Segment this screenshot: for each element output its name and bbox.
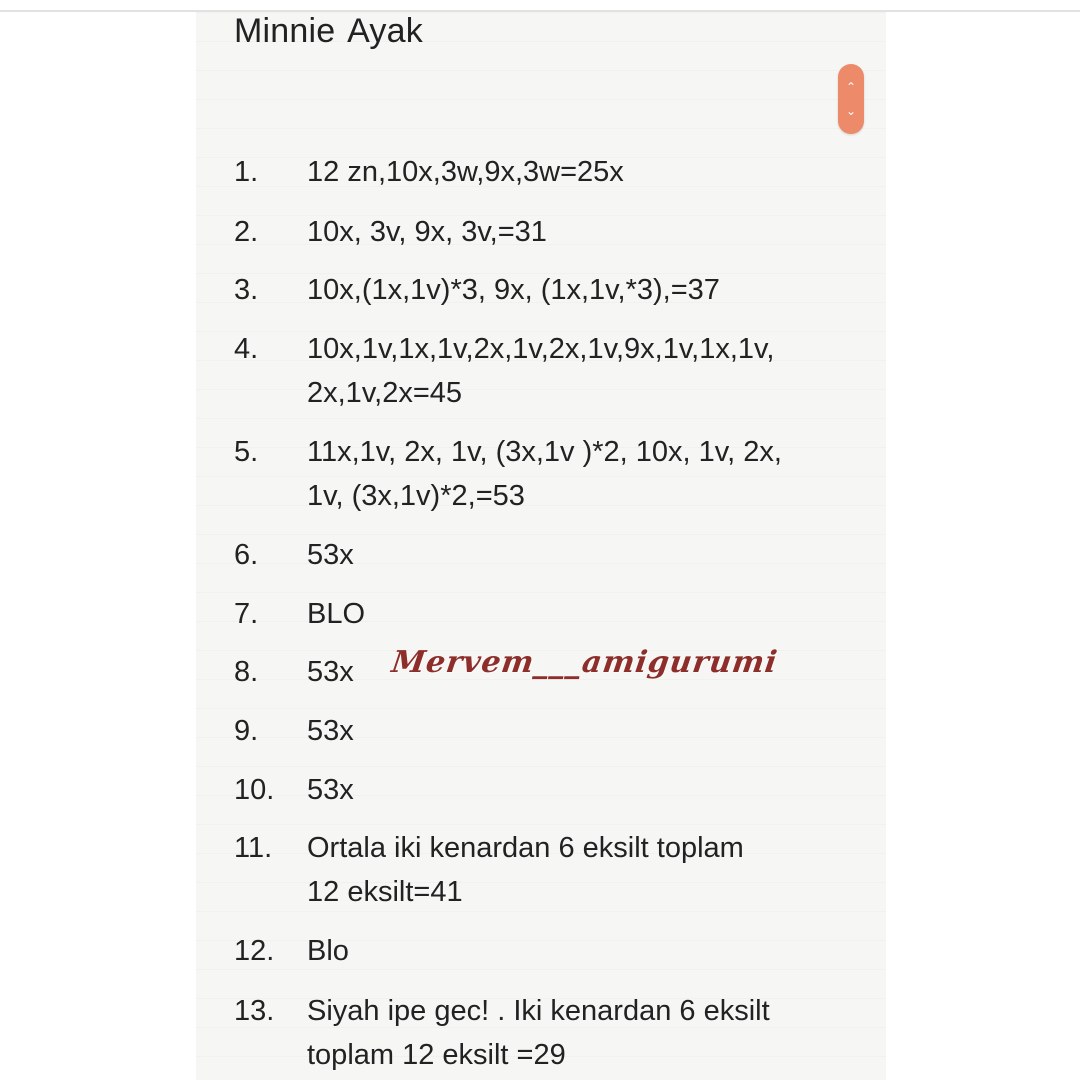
- step-text: 53x: [307, 774, 354, 806]
- note-page[interactable]: [196, 12, 886, 1080]
- step-number: 8.: [234, 656, 259, 688]
- step-number: 10.: [234, 774, 275, 806]
- step-text: Ortala iki kenardan 6 eksilt toplam 12 eksilt=41: [307, 832, 744, 908]
- step-number: 5.: [234, 436, 259, 468]
- step-text: 12 zn,10x,3w,9x,3w=25x: [307, 156, 624, 188]
- step-number: 11.: [234, 832, 273, 864]
- step-number: 13.: [234, 995, 275, 1027]
- step-text: Blo: [307, 935, 349, 967]
- step-text: 10x,1v,1x,1v,2x,1v,2x,1v,9x,1v,1x,1v, 2x,1v,2x=45: [307, 333, 775, 409]
- step-number: 7.: [234, 598, 259, 630]
- step-text: BLO: [307, 598, 366, 630]
- step-text: 53x: [307, 715, 354, 747]
- step-number: 9.: [234, 715, 259, 747]
- step-text: 11x,1v, 2x, 1v, (3x,1v )*2, 10x, 1v, 2x, 1v, (3x,1v)*2,=53: [307, 436, 782, 512]
- step-text: 10x, 3v, 9x, 3v,=31: [307, 216, 547, 248]
- step-number: 3.: [234, 274, 259, 306]
- step-text: 53x: [307, 539, 354, 571]
- step-text: 10x,(1x,1v)*3, 9x, (1x,1v,*3),=37: [307, 274, 720, 306]
- step-number: 6.: [234, 539, 259, 571]
- step-text: Siyah ipe gec! . Iki kenardan 6 eksilt toplam 12 eksilt =29: [307, 995, 770, 1071]
- watermark-signature: Mervem___amigurumi: [389, 645, 780, 680]
- step-number: 1.: [234, 156, 259, 188]
- step-text: 53x: [307, 656, 354, 688]
- chevron-up-icon: ⌃: [845, 80, 857, 94]
- step-number: 2.: [234, 216, 259, 248]
- page-title: Minnie Ayak: [234, 12, 423, 50]
- scrollbar-handle[interactable]: [838, 64, 864, 134]
- step-number: 4.: [234, 333, 259, 365]
- step-number: 12.: [234, 935, 275, 967]
- chevron-down-icon: ⌄: [845, 104, 857, 118]
